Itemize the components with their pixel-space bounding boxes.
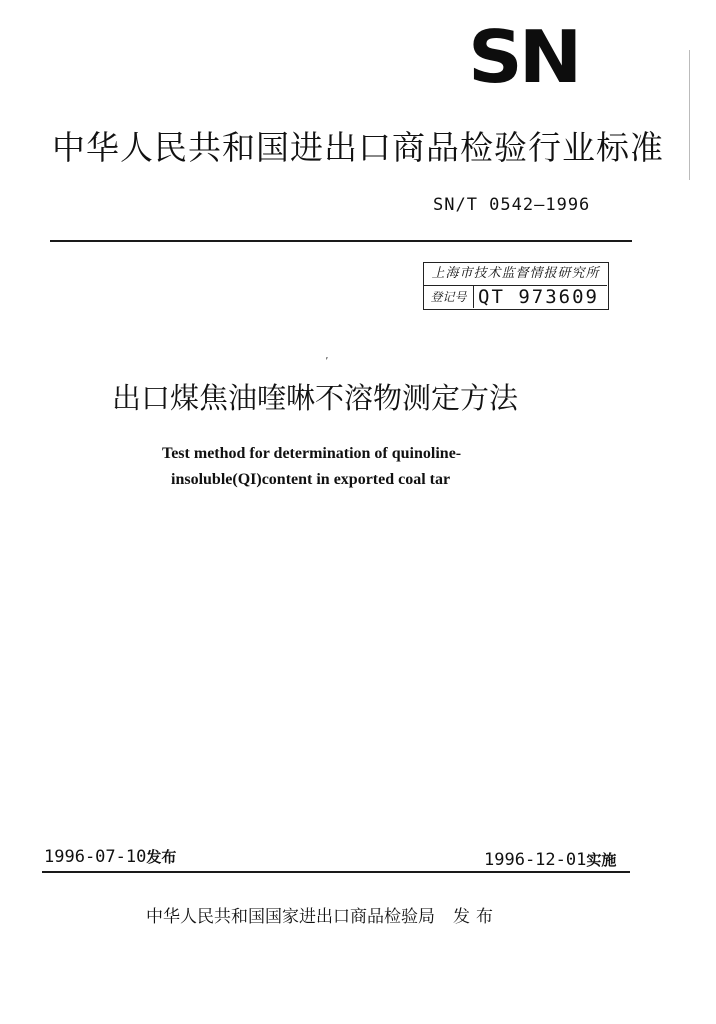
issue-date: 1996-07-10 bbox=[44, 847, 147, 867]
issue-date-block bbox=[44, 846, 176, 868]
publisher-line bbox=[146, 905, 499, 929]
stamp-reg-value: QT 973609 bbox=[478, 286, 599, 308]
scan-edge-line bbox=[689, 50, 690, 180]
stamp-reg-label: 登记号 bbox=[424, 286, 474, 308]
header-divider bbox=[50, 240, 632, 242]
effective-date-block bbox=[484, 849, 616, 871]
registration-stamp bbox=[423, 262, 609, 310]
document-title-en-line2: insoluble(QI)content in exported coal tar bbox=[171, 471, 451, 488]
issue-label: 发布 bbox=[146, 848, 177, 866]
effective-date: 1996-12-01 bbox=[484, 850, 587, 870]
standard-category-title: 中华人民共和国进出口商品检验行业标准 bbox=[52, 128, 664, 167]
effective-label: 实施 bbox=[586, 851, 617, 869]
footer-divider bbox=[42, 871, 630, 873]
stamp-institution: 上海市技术监督情报研究所 bbox=[424, 263, 607, 286]
stray-mark: ʼ bbox=[325, 355, 329, 368]
sn-logo: SN bbox=[468, 14, 579, 99]
standard-number: SN/T 0542—1996 bbox=[433, 195, 591, 215]
publisher-action: 发布 bbox=[453, 907, 499, 927]
document-title-cn: 出口煤焦油喹啉不溶物测定方法 bbox=[112, 381, 519, 415]
publisher-name: 中华人民共和国国家进出口商品检验局 bbox=[146, 907, 435, 927]
document-title-en-line1: Test method for determination of quinoline- bbox=[162, 445, 462, 462]
